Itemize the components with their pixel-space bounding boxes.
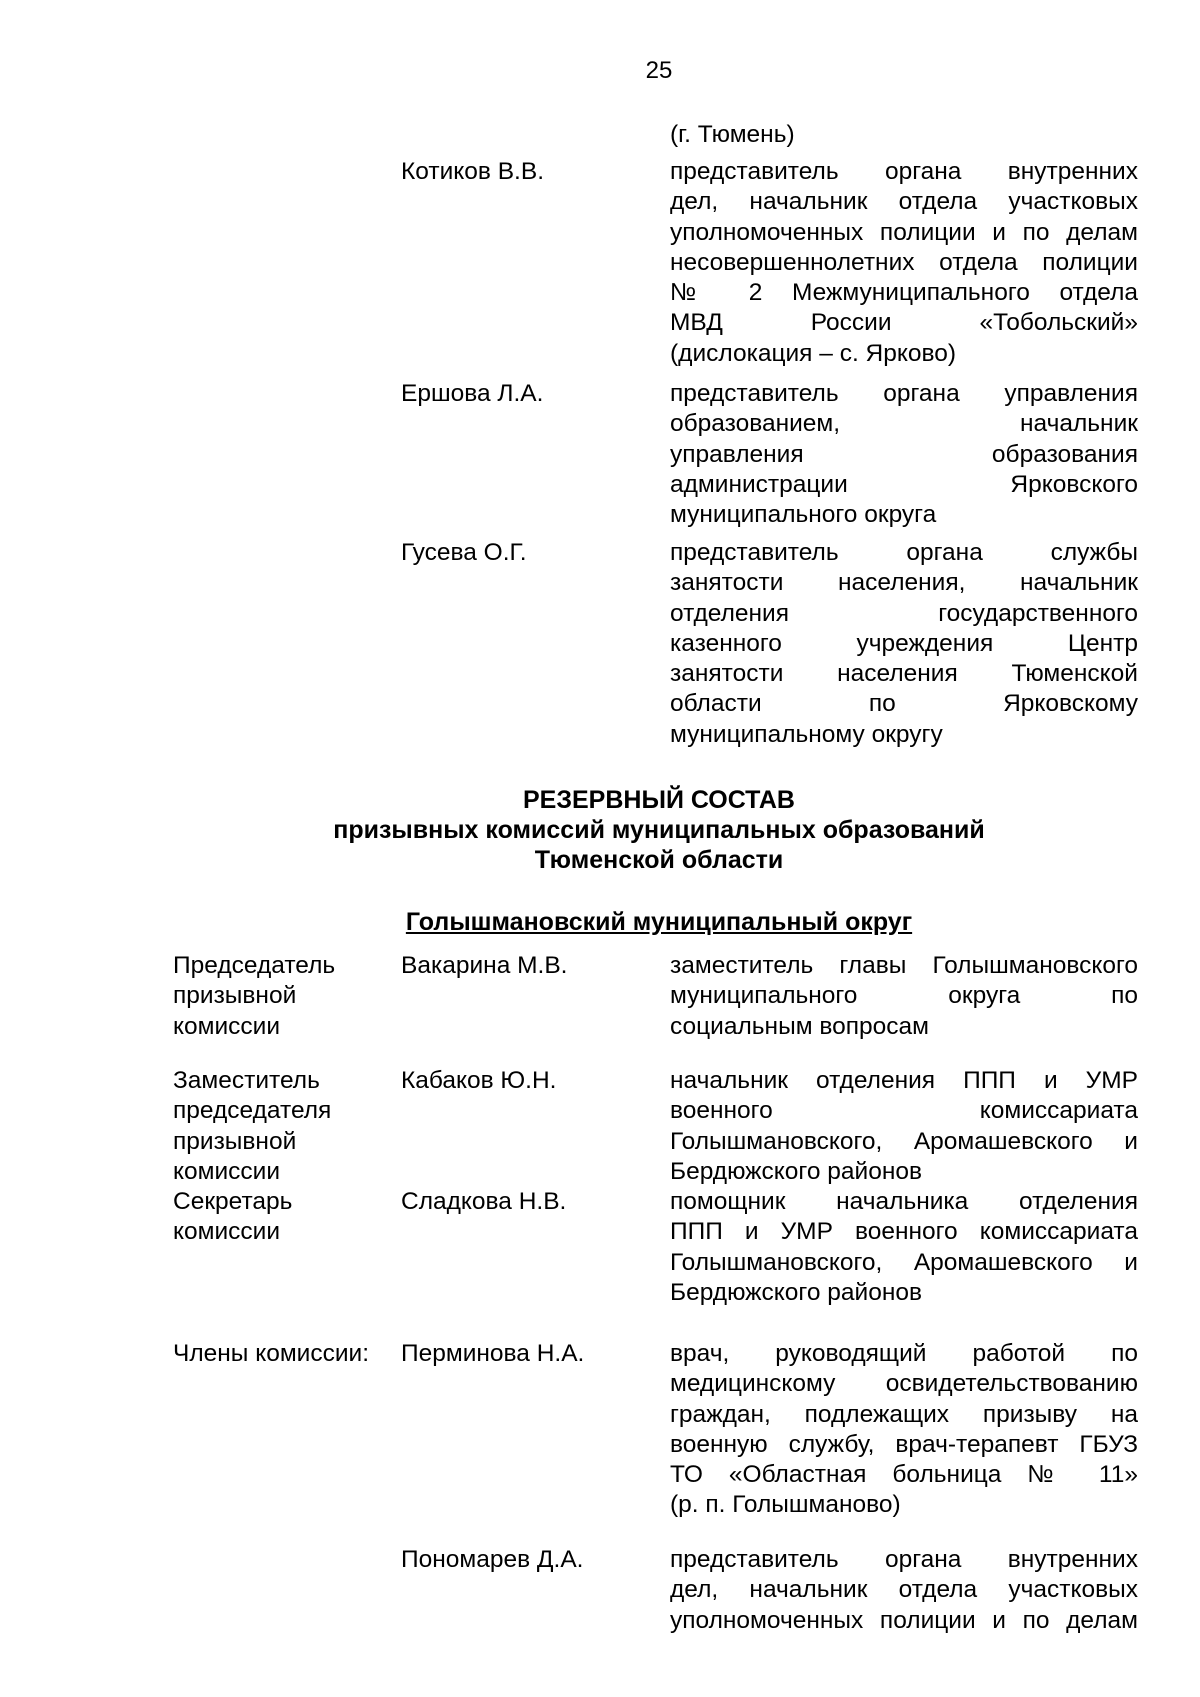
description-line: представитель органа службы [670, 539, 1138, 566]
entry-description [670, 1066, 1138, 1187]
description-line: дел, начальник отдела участковых [670, 188, 1138, 216]
role-line: Секретарь [173, 1188, 293, 1215]
description-line: помощник начальника отделения [670, 1188, 1138, 1215]
reserve-title-line1: РЕЗЕРВНЫЙ СОСТАВ [523, 786, 795, 814]
description-line: (г. Тюмень) [670, 121, 795, 148]
description-line: казенного учреждения Центр [670, 629, 1138, 657]
role-line: комиссии [173, 1012, 281, 1040]
description-line: заместитель главы Голышмановского [670, 952, 1138, 979]
member-name: Пономарев Д.А. [401, 1546, 584, 1573]
member-name: Вакарина М.В. [401, 952, 568, 979]
member-name: Котиков В.В. [401, 158, 545, 185]
description-line: военную службу, врач-терапевт ГБУЗ [670, 1430, 1138, 1458]
description-line: несовершеннолетних отдела полиции [670, 248, 1138, 276]
member-role [173, 1339, 413, 1369]
member-name: Кабаков Ю.Н. [401, 1067, 557, 1094]
description-line: № 2 Межмуниципального отдела [670, 279, 1138, 307]
description-line: образованием, начальник [670, 410, 1138, 438]
description-line: социальным вопросам [670, 1012, 929, 1040]
entry-description [670, 538, 1138, 750]
description-line: уполномоченных полиции и по делам [670, 218, 1138, 246]
member-role [173, 951, 393, 1042]
entry-description [670, 1339, 1138, 1521]
description-line: муниципального округа по [670, 982, 1138, 1010]
member-role [173, 1066, 393, 1187]
description-line: (р. п. Голышманово) [670, 1491, 901, 1519]
entry-description [670, 379, 1138, 530]
entry-description [670, 120, 1138, 150]
description-line: Бердюжского районов [670, 1157, 922, 1185]
description-line: врач, руководящий работой по [670, 1340, 1138, 1367]
description-line: отделения государственного [670, 599, 1138, 627]
description-line: представитель органа управления [670, 380, 1138, 407]
description-line: дел, начальник отдела участковых [670, 1576, 1138, 1604]
member-name: Ершова Л.А. [401, 380, 544, 407]
page-number: 25 [645, 57, 673, 84]
description-line: МВД России «Тобольский» [670, 309, 1138, 337]
role-line: комиссии [173, 1157, 281, 1185]
description-line: начальник отделения ППП и УМР [670, 1067, 1138, 1094]
role-line: Заместитель [173, 1067, 320, 1094]
member-role [173, 1187, 393, 1248]
entry-description [670, 157, 1138, 369]
description-line: ППП и УМР военного комиссариата [670, 1218, 1138, 1246]
entry-description [670, 951, 1138, 1042]
entry-description [670, 1545, 1138, 1636]
description-line: занятости населения, начальник [670, 569, 1138, 597]
description-line: граждан, подлежащих призыву на [670, 1400, 1138, 1428]
description-line: администрации Ярковского [670, 470, 1138, 498]
description-line: медицинскому освидетельствованию [670, 1370, 1138, 1398]
description-line: (дислокация – с. Ярково) [670, 339, 957, 367]
description-line: области по Ярковскому [670, 690, 1138, 718]
description-line: муниципальному округу [670, 720, 943, 748]
description-line: управления образования [670, 440, 1138, 468]
role-line: призывной [173, 982, 297, 1010]
role-line: Члены комиссии: [173, 1340, 370, 1367]
reserve-title-line3: Тюменской области [534, 846, 784, 874]
member-name: Сладкова Н.В. [401, 1188, 567, 1215]
description-line: муниципального округа [670, 501, 937, 529]
reserve-title-line2: призывных комиссий муниципальных образований [333, 816, 985, 844]
member-name: Перминова Н.А. [401, 1340, 585, 1367]
description-line: представитель органа внутренних [670, 158, 1138, 185]
description-line: Бердюжского районов [670, 1278, 922, 1306]
entry-description [670, 1187, 1138, 1308]
district-title: Голышмановский муниципальный округ [405, 908, 913, 936]
member-name: Гусева О.Г. [401, 539, 527, 566]
description-line: занятости населения Тюменской [670, 660, 1138, 688]
description-line: Голышмановского, Аромашевского и [670, 1127, 1138, 1155]
role-line: Председатель [173, 952, 336, 979]
description-line: Голышмановского, Аромашевского и [670, 1248, 1138, 1276]
description-line: военного комиссариата [670, 1097, 1138, 1125]
description-line: представитель органа внутренних [670, 1546, 1138, 1573]
role-line: председателя [173, 1097, 332, 1125]
description-line: уполномоченных полиции и по делам [670, 1606, 1138, 1634]
role-line: комиссии [173, 1218, 281, 1246]
description-line: ТО «Областная больница № 11» [670, 1461, 1138, 1489]
role-line: призывной [173, 1127, 297, 1155]
